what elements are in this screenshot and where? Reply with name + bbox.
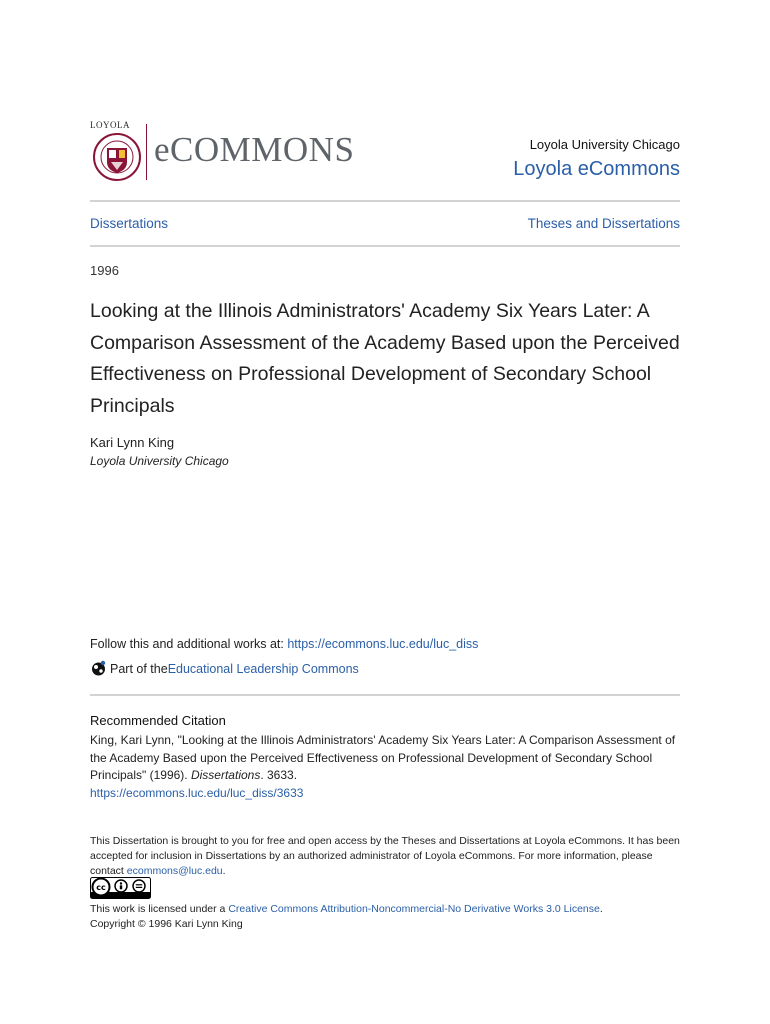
citation-body [90,732,680,802]
educational-leadership-commons-link[interactable]: Educational Leadership Commons [167,661,359,676]
contact-email-link[interactable]: ecommons@luc.edu [126,865,223,877]
license-statement [90,902,690,932]
citation-text: King, Kari Lynn, "Looking at the Illinois Administrators' Academy Six Years Later: A Comparison Assessment of the Academy Based upon the Perceived Effectiveness on Professional Development of Secondary School Principals" (1996). [90,733,676,782]
access-end: . [222,865,226,877]
seal-wordmark: LOYOLA [90,120,130,130]
part-of-prefix: Part of the [110,661,168,676]
license-prefix: This work is licensed under a [90,903,229,915]
collection-url-link[interactable]: https://ecommons.luc.edu/luc_diss [287,637,479,651]
institution-name: Loyola University Chicago [529,137,680,152]
citation-url-link[interactable]: https://ecommons.luc.edu/luc_diss/3633 [90,785,304,800]
license-link[interactable]: Creative Commons Attribution-Noncommercial-No Derivative Works 3.0 License [228,903,600,915]
follow-line [90,637,478,651]
loyola-seal-icon [92,130,142,182]
license-suffix: . [599,903,603,915]
access-text: This Dissertation is brought to you for free and open access by the Theses and Dissertations at Loyola eCommons. It has been accepted for inclusion in Dissertations by an authorized administrator of Loyola eCommons. For more information, please contact [90,835,680,877]
citation-series: Dissertations [190,768,261,782]
document-title: Looking at the Illinois Administrators' Academy Six Years Later: A Comparison Assessment of the Academy Based upon the Perceived Effectiveness on Professional Development of Secondary School Principals [90,300,680,417]
citation-number: . 3633. [260,768,298,782]
copyright-line: Copyright © 1996 Kari Lynn King [90,918,243,930]
ecommons-logo[interactable] [90,120,370,184]
theses-dissertations-link[interactable]: Theses and Dissertations [527,216,680,231]
network-commons-icon [90,660,107,677]
citation-heading: Recommended Citation [90,713,226,728]
divider-nav [90,245,680,247]
svg-text:cc: cc [96,883,106,892]
dissertations-link[interactable]: Dissertations [90,216,169,231]
author-name: Kari Lynn King [90,435,175,450]
repository-link[interactable]: Loyola eCommons [513,158,680,180]
brand-wordmark: eCOMMONS [154,130,355,169]
follow-prefix: Follow this and additional works at: [90,637,288,651]
creative-commons-badge-icon[interactable] [90,877,151,899]
publication-year: 1996 [90,263,119,278]
divider-top [90,200,680,202]
access-statement [90,834,680,879]
author-affiliation: Loyola University Chicago [90,454,229,468]
divider-citation [90,694,680,696]
logo-divider [146,124,147,180]
part-of-line [90,660,359,677]
